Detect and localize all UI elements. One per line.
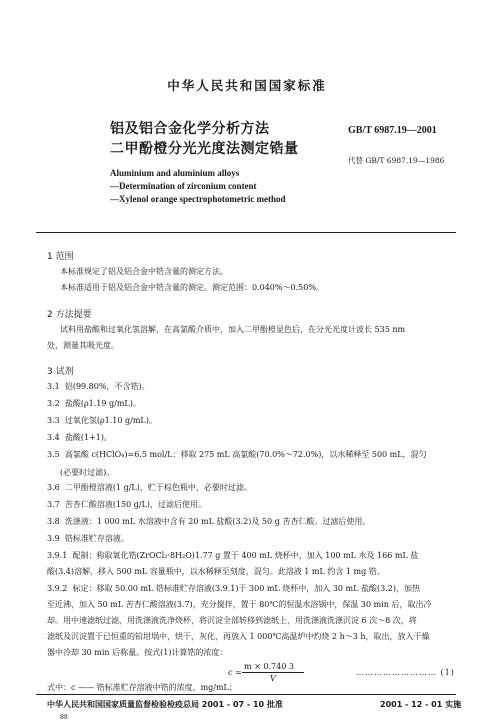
reagent-text: 二甲酚橙溶液(1 g/L)，贮于棕色瓶中，必要时过滤。	[64, 483, 252, 492]
reagent-text: 铝(99.80%，不含锆)。	[64, 382, 150, 391]
reagent-item	[47, 484, 252, 492]
formula-numerator: m × 0.740 3	[244, 662, 294, 671]
formula-eq-number	[356, 668, 455, 677]
reagent-num: 3.5	[47, 450, 60, 459]
reagent-3-9-1-line1	[47, 552, 418, 560]
reagent-text: 盐酸(1+1)。	[64, 433, 112, 442]
standard-org-heading: 中华人民共和国国家标准	[167, 78, 327, 93]
reagent-num: 3.1	[47, 382, 60, 391]
scope-line-2: 本标准适用于铝及铝合金中锆含量的测定。测定范围：0.040%～0.50%。	[60, 283, 324, 292]
method-line-2: 处，测量其吸光度。	[47, 341, 119, 350]
bottom-divider	[36, 694, 456, 695]
reagent-3-9-2-line5: 器中冷却 30 min 后称量。按式(1)计算锆的浓度：	[47, 648, 228, 657]
reagent-item	[47, 434, 112, 442]
reagent-item	[47, 417, 157, 425]
reagent-3-9-1-line2: 酸(3.4)溶解，移入 500 mL 容量瓶中，以水稀释至刻度，混匀。此溶液 1 mL 约含 1 mg 锆。	[47, 567, 385, 576]
reagent-item	[47, 400, 141, 408]
reagent-3-9-2-line3: 却。用中速滤纸过滤，用洗涤液洗净烧杯，将沉淀全部转移到滤纸上，用洗涤液洗涤沉淀 6 次～8 次，将	[47, 616, 417, 625]
reagent-num: 3.4	[47, 433, 60, 442]
reagent-3-9-2-line4: 滤纸及沉淀置于已恒重的铂坩埚中，烘干，灰化，再放入 1 000℃高温炉中灼烧 2 h～3 h，取出，放入干燥	[47, 632, 430, 641]
standard-number: GB/T 6987.19—2001	[348, 125, 437, 136]
method-line-1: 试料用盐酸和过氧化氢溶解，在高氯酸介质中，加入二甲酚橙显色后，在分光光度计波长 535 nm	[60, 325, 406, 334]
top-divider	[36, 232, 456, 233]
reagent-3-5-continuation: (必要时过滤)。	[60, 468, 115, 477]
title-en-line1: Aluminium and aluminium alloys	[110, 168, 240, 178]
reagent-text: 配制：称取氧化锆(ZrOCl₂·8H₂O)1.77 g 置于 400 mL 烧杯中，加入 100 mL 水及 166 mL 盐	[72, 551, 419, 560]
reagent-num: 3.2	[47, 399, 60, 408]
reagent-num: 3.9	[47, 534, 60, 543]
reagent-text: 过氧化氢(ρ1.10 g/mL)。	[64, 416, 157, 425]
reagent-3-9-2-line2: 至近沸，加入 50 mL 苦杏仁酸溶液(3.7)，充分搅拌，置于 80℃的恒温水浴锅中，保温 30 min 后，取出冷	[47, 600, 432, 609]
reagent-text: 盐酸(ρ1.19 g/mL)。	[64, 399, 141, 408]
reagent-text: 洗涤液：1 000 mL 水溶液中含有 20 mL 盐酸(3.2)及 50 g 苦杏仁酸。过滤后使用。	[64, 517, 371, 526]
reagent-num: 3.3	[47, 416, 60, 425]
approval-line: 中华人民共和国国家质量监督检验检疫总局 2001 - 07 - 10 批准	[47, 700, 283, 709]
formula-1	[228, 662, 348, 688]
reagent-item	[47, 501, 206, 509]
reagent-3-9-2-line1	[47, 585, 420, 593]
formula-lhs: c =	[228, 668, 242, 677]
reagent-num: 3.6	[47, 483, 60, 492]
page-number: 88	[60, 714, 68, 721]
reagent-num: 3.9.1	[47, 551, 68, 560]
section-heading-method: 2 方法提要	[47, 310, 92, 320]
reagent-item	[47, 535, 129, 543]
reagent-text: 苦杏仁酸溶液(150 g/L)，过滤后使用。	[64, 500, 207, 509]
fraction-bar	[242, 672, 304, 673]
title-en-line2: —Determination of zirconium content	[110, 181, 257, 191]
title-cn-line2: 二甲酚橙分光光度法测定锆量	[110, 141, 299, 157]
section-heading-reagents: 3 试剂	[47, 367, 74, 377]
section-heading-scope: 1 范围	[47, 252, 74, 262]
replaces-standard: 代替 GB/T 6987.19—1986	[348, 156, 445, 165]
reagent-item	[47, 451, 427, 459]
reagent-item	[47, 383, 150, 391]
reagent-text: 锆标准贮存溶液。	[64, 534, 129, 543]
reagent-item	[47, 518, 370, 526]
title-cn-line1: 铝及铝合金化学分析方法	[110, 121, 270, 137]
reagent-text: 标定：移取 50.00 mL 锆标准贮存溶液(3.9.1)于 300 mL 烧杯中，加入 30 mL 盐酸(3.2)，加热	[72, 584, 420, 593]
effective-date: 2001 - 12 - 01 实施	[380, 700, 462, 709]
formula-number: (1)	[440, 668, 455, 677]
reagent-num: 3.8	[47, 517, 60, 526]
reagent-num: 3.7	[47, 500, 60, 509]
formula-note: 式中：c —— 锆标准贮存溶液中锆的浓度，mg/mL；	[47, 683, 237, 692]
formula-denominator: V	[270, 674, 276, 683]
reagent-text: 高氯酸 c(HClO₄)=6.5 mol/L：移取 275 mL 高氯酸(70.0%～72.0%)，以水稀释至 500 mL，混匀	[64, 450, 427, 459]
formula-leader: ………………………	[356, 668, 437, 677]
reagent-num: 3.9.2	[47, 584, 68, 593]
title-en-line3: —Xylenol orange spectrophotometric method	[110, 194, 286, 204]
scope-line-1: 本标准规定了铝及铝合金中锆含量的测定方法。	[60, 267, 228, 276]
